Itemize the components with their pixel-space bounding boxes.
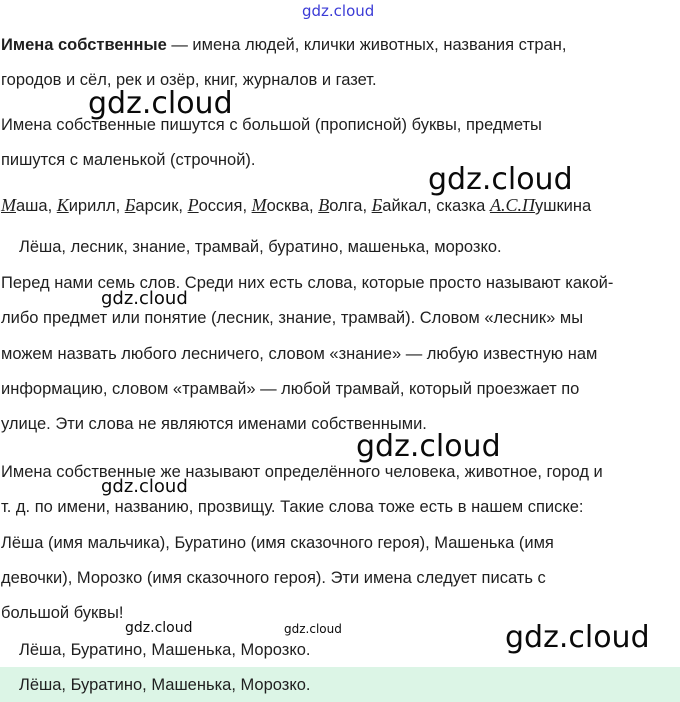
watermark-top: gdz.cloud bbox=[302, 2, 375, 20]
paragraph1-line: улице. Эти слова не являются именами собственными. bbox=[1, 415, 427, 433]
example-item: Маша, bbox=[1, 195, 57, 215]
rule-line-2: пишутся с маленькой (строчной). bbox=[1, 151, 256, 169]
paragraph1-line: можем назвать любого лесничего, словом «знание» — любую известную нам bbox=[1, 345, 598, 363]
examples-line bbox=[1, 195, 591, 216]
rule-line-1: Имена собственные пишутся с большой (прописной) буквы, предметы bbox=[1, 116, 542, 134]
watermark: gdz.cloud bbox=[284, 622, 342, 636]
task-words: Лёша, лесник, знание, трамвай, буратино, машенька, морозко. bbox=[19, 238, 502, 256]
paragraph1-line: Перед нами семь слов. Среди них есть слова, которые просто называют какой- bbox=[1, 274, 614, 292]
watermark: gdz.cloud bbox=[505, 620, 650, 655]
example-item: А.С.Пушкина bbox=[489, 195, 592, 215]
watermark: gdz.cloud bbox=[428, 162, 573, 197]
watermark: gdz.cloud bbox=[101, 288, 188, 309]
paragraph2-line: большой буквы! bbox=[1, 604, 124, 622]
paragraph1-line: информацию, словом «трамвай» — любой трамвай, который проезжает по bbox=[1, 380, 580, 398]
paragraph2-line: девочки), Морозко (имя сказочного героя). Эти имена следует писать с bbox=[1, 569, 546, 587]
example-item: Москва, bbox=[251, 195, 319, 215]
definition-line-2: городов и сёл, рек и озёр, книг, журналов и газет. bbox=[1, 71, 377, 89]
paragraph2-line: Лёша (имя мальчика), Буратино (имя сказочного героя), Машенька (имя bbox=[1, 534, 554, 552]
example-item: Россия, bbox=[187, 195, 252, 215]
watermark: gdz.cloud bbox=[125, 620, 193, 636]
names-line: Лёша, Буратино, Машенька, Морозко. bbox=[19, 641, 311, 659]
definition-line bbox=[1, 35, 566, 55]
example-item: Волга, bbox=[318, 195, 372, 215]
example-item: Барсик, bbox=[124, 195, 188, 215]
paragraph2-line: Имена собственные же называют определённого человека, животное, город и bbox=[1, 463, 603, 481]
example-item: Кирилл, bbox=[56, 195, 125, 215]
watermark: gdz.cloud bbox=[88, 86, 233, 121]
watermark: gdz.cloud bbox=[101, 476, 188, 497]
paragraph2-line: т. д. по имени, названию, прозвищу. Такие слова тоже есть в нашем списке: bbox=[1, 498, 584, 516]
paragraph1-line: либо предмет или понятие (лесник, знание, трамвай). Словом «лесник» мы bbox=[1, 309, 584, 327]
definition-text: — имена людей, клички животных, названия стран, bbox=[166, 36, 567, 54]
watermark: gdz.cloud bbox=[356, 429, 501, 464]
definition-term: Имена собственные bbox=[1, 36, 167, 54]
answer-text: Лёша, Буратино, Машенька, Морозко. bbox=[19, 676, 311, 694]
example-item: Байкал, сказка bbox=[371, 195, 490, 215]
